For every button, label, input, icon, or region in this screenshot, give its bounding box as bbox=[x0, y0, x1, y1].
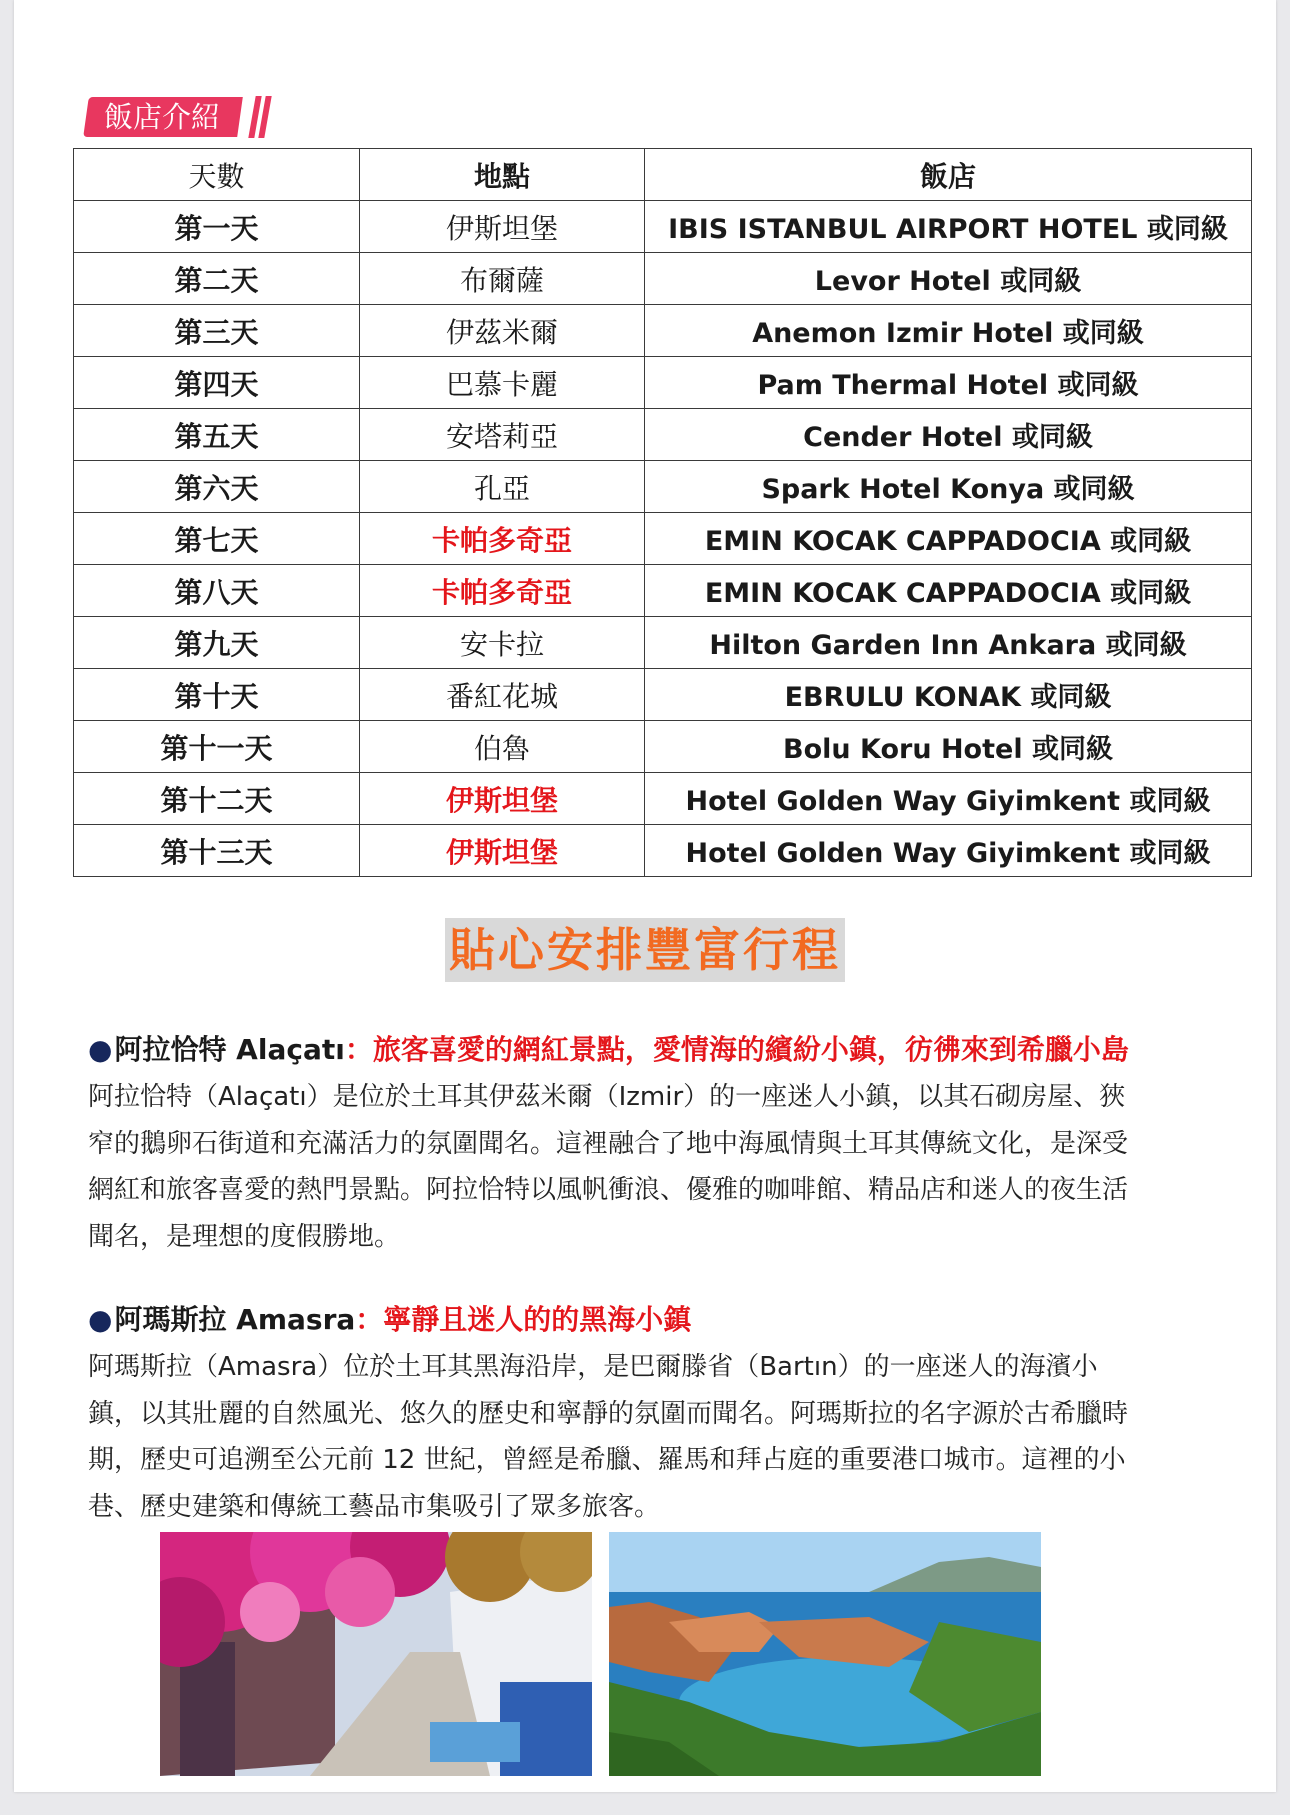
tag-decoration bbox=[248, 96, 268, 138]
cell-day: 第四天 bbox=[74, 357, 360, 409]
description-line: 鎮，以其壯麗的自然風光、悠久的歷史和寧靜的氛圍而聞名。阿瑪斯拉的名字源於古希臘時 bbox=[88, 1398, 1129, 1429]
bullet-icon: ● bbox=[88, 1033, 113, 1066]
table-row bbox=[74, 253, 1252, 305]
section-tag-label: 飯店介紹 bbox=[83, 97, 243, 137]
cell-hotel: Pam Thermal Hotel 或同級 bbox=[645, 357, 1252, 409]
table-row bbox=[74, 617, 1252, 669]
cell-day: 第七天 bbox=[74, 513, 360, 565]
spot-title bbox=[88, 1030, 1218, 1070]
cell-day: 第十二天 bbox=[74, 773, 360, 825]
table-row bbox=[74, 461, 1252, 513]
cell-place: 卡帕多奇亞 bbox=[360, 565, 645, 617]
table-row bbox=[74, 357, 1252, 409]
cell-day: 第一天 bbox=[74, 201, 360, 253]
cell-place: 巴慕卡麗 bbox=[360, 357, 645, 409]
cell-hotel: EMIN KOCAK CAPPADOCIA 或同級 bbox=[645, 513, 1252, 565]
cell-hotel: EBRULU KONAK 或同級 bbox=[645, 669, 1252, 721]
headline: 貼心安排豐富行程 bbox=[445, 918, 845, 982]
cell-place: 卡帕多奇亞 bbox=[360, 513, 645, 565]
cell-place: 伊斯坦堡 bbox=[360, 201, 645, 253]
description-line: 窄的鵝卵石街道和充滿活力的氛圍聞名。這裡融合了地中海風情與土耳其傳統文化，是深受 bbox=[88, 1128, 1129, 1159]
hotel-table bbox=[73, 148, 1252, 877]
spot-alacati bbox=[88, 1030, 1218, 1260]
table-row bbox=[74, 565, 1252, 617]
cell-hotel: Anemon Izmir Hotel 或同級 bbox=[645, 305, 1252, 357]
amasra-photo bbox=[609, 1532, 1041, 1776]
headline-wrap bbox=[14, 918, 1276, 982]
cell-place: 伯魯 bbox=[360, 721, 645, 773]
description-line: 阿拉恰特（Alaçatı）是位於土耳其伊茲米爾（Izmir）的一座迷人小鎮，以其石砌房屋、狹 bbox=[88, 1082, 1126, 1112]
spot-title bbox=[88, 1300, 1218, 1340]
table-row bbox=[74, 721, 1252, 773]
description-line: 阿瑪斯拉（Amasra）位於土耳其黑海沿岸，是巴爾滕省（Bartın）的一座迷人的海濱小 bbox=[88, 1352, 1098, 1382]
header-day: 天數 bbox=[74, 149, 360, 201]
cell-place: 伊斯坦堡 bbox=[360, 773, 645, 825]
description-line: 期，歷史可追溯至公元前 12 世紀，曾經是希臘、羅馬和拜占庭的重要港口城市。這裡的小 bbox=[88, 1445, 1126, 1475]
cell-day: 第十三天 bbox=[74, 825, 360, 877]
cell-day: 第五天 bbox=[74, 409, 360, 461]
cell-hotel: EMIN KOCAK CAPPADOCIA 或同級 bbox=[645, 565, 1252, 617]
document-page bbox=[14, 0, 1276, 1792]
cell-day: 第六天 bbox=[74, 461, 360, 513]
cell-hotel: Hotel Golden Way Giyimkent 或同級 bbox=[645, 773, 1252, 825]
cell-day: 第十天 bbox=[74, 669, 360, 721]
spot-tagline: ：寧靜且迷人的的黑海小鎮 bbox=[355, 1303, 692, 1336]
cell-place: 番紅花城 bbox=[360, 669, 645, 721]
spot-name: 阿拉恰特 Alaçatı bbox=[114, 1033, 345, 1066]
cell-day: 第十一天 bbox=[74, 721, 360, 773]
cell-place: 布爾薩 bbox=[360, 253, 645, 305]
cell-day: 第九天 bbox=[74, 617, 360, 669]
table-row bbox=[74, 513, 1252, 565]
table-row bbox=[74, 201, 1252, 253]
spot-name: 阿瑪斯拉 Amasra bbox=[114, 1303, 356, 1336]
cell-day: 第二天 bbox=[74, 253, 360, 305]
table-header-row bbox=[74, 149, 1252, 201]
cell-place: 安塔莉亞 bbox=[360, 409, 645, 461]
spot-description bbox=[88, 1074, 1218, 1260]
cell-place: 安卡拉 bbox=[360, 617, 645, 669]
header-hotel: 飯店 bbox=[645, 149, 1252, 201]
spot-amasra bbox=[88, 1300, 1218, 1530]
table-row bbox=[74, 669, 1252, 721]
cell-hotel: Bolu Koru Hotel 或同級 bbox=[645, 721, 1252, 773]
cell-place: 伊斯坦堡 bbox=[360, 825, 645, 877]
cell-hotel: Levor Hotel 或同級 bbox=[645, 253, 1252, 305]
section-tag bbox=[86, 96, 268, 138]
table-row bbox=[74, 825, 1252, 877]
description-line: 網紅和旅客喜愛的熱門景點。阿拉恰特以風帆衝浪、優雅的咖啡館、精品店和迷人的夜生活 bbox=[88, 1175, 1129, 1205]
spot-description bbox=[88, 1344, 1218, 1530]
table-row bbox=[74, 409, 1252, 461]
cell-day: 第八天 bbox=[74, 565, 360, 617]
table-row bbox=[74, 305, 1252, 357]
photo-strip bbox=[160, 1532, 1041, 1776]
description-line: 巷、歷史建築和傳統工藝品市集吸引了眾多旅客。 bbox=[88, 1491, 661, 1522]
cell-place: 伊茲米爾 bbox=[360, 305, 645, 357]
cell-hotel: IBIS ISTANBUL AIRPORT HOTEL 或同級 bbox=[645, 201, 1252, 253]
description-line: 聞名，是理想的度假勝地。 bbox=[88, 1221, 401, 1252]
cell-hotel: Spark Hotel Konya 或同級 bbox=[645, 461, 1252, 513]
bullet-icon: ● bbox=[88, 1303, 113, 1336]
cell-day: 第三天 bbox=[74, 305, 360, 357]
cell-place: 孔亞 bbox=[360, 461, 645, 513]
cell-hotel: Hilton Garden Inn Ankara 或同級 bbox=[645, 617, 1252, 669]
cell-hotel: Hotel Golden Way Giyimkent 或同級 bbox=[645, 825, 1252, 877]
table-row bbox=[74, 773, 1252, 825]
header-place: 地點 bbox=[360, 149, 645, 201]
cell-hotel: Cender Hotel 或同級 bbox=[645, 409, 1252, 461]
spot-tagline: ：旅客喜愛的網紅景點，愛情海的繽紛小鎮，彷彿來到希臘小島 bbox=[344, 1033, 1129, 1066]
alacati-photo bbox=[160, 1532, 592, 1776]
